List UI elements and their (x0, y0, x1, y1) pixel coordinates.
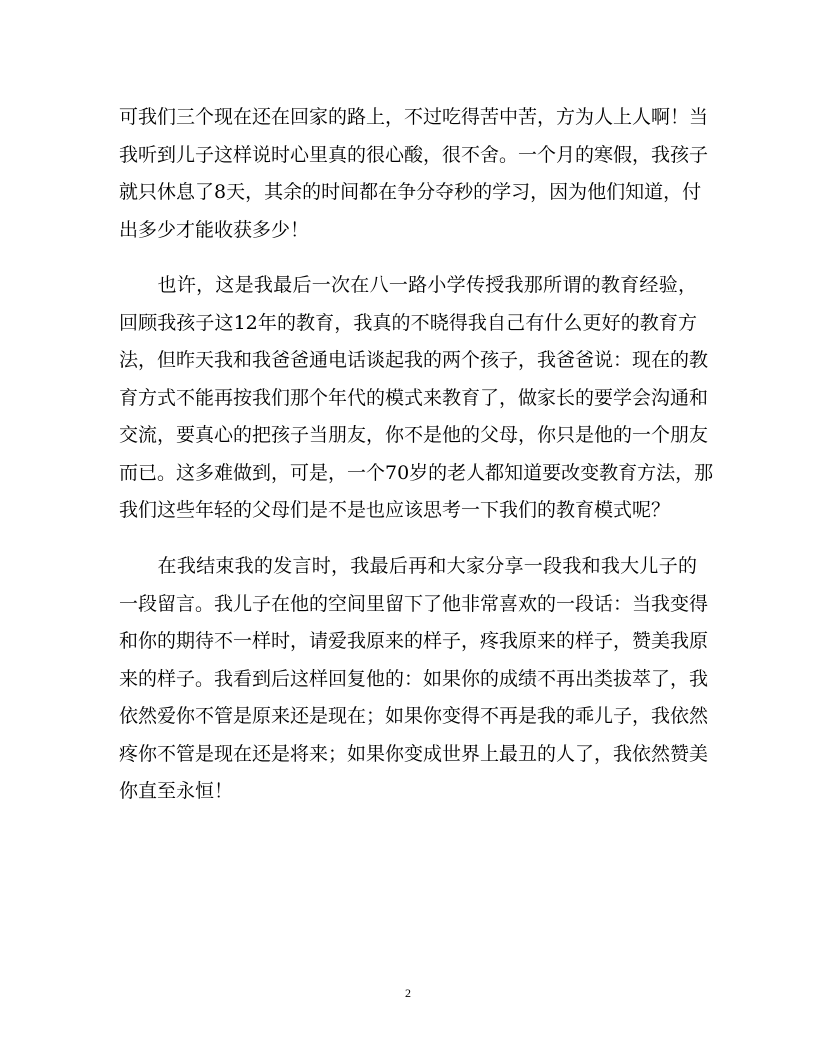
text-line: 在我结束我的发言时，我最后再和大家分享一段我和我大儿子的 (119, 555, 697, 577)
text-line: 和你的期待不一样时，请爱我原来的样子，疼我原来的样子，赞美我原 (119, 630, 709, 652)
paragraph-3 (119, 548, 709, 811)
text-line: 你直至永恒！ (119, 780, 234, 802)
text-line: 育方式不能再按我们那个年代的模式来教育了，做家长的要学会沟通和 (119, 386, 709, 409)
text-line: 出多少才能收获多少！ (119, 218, 310, 241)
text-line: 疼你不管是现在还是将来；如果你变成世界上最丑的人了，我依然赞美 (119, 742, 709, 765)
text-line: 可我们三个现在还在回家的路上，不过吃得苦中苦，方为人上人啊！当 (119, 106, 709, 128)
text-line: 也许，这是我最后一次在八一路小学传授我那所谓的教育经验， (119, 274, 697, 296)
text-line: 就只休息了8天，其余的时间都在争分夺秒的学习，因为他们知道，付 (119, 181, 702, 203)
text-line: 我们这些年轻的父母们是不是也应该思考一下我们的教育模式呢？ (119, 499, 671, 521)
text-line: 而已。这多难做到，可是，一个70岁的老人都知道要改变教育方法，那 (119, 461, 714, 484)
text-line: 交流，要真心的把孩子当朋友，你不是他的父母，你只是他的一个朋友 (119, 424, 709, 446)
paragraph-1 (119, 99, 709, 249)
page-number: 2 (405, 986, 411, 1000)
text-line: 来的样子。我看到后这样回复他的：如果你的成绩不再出类拔萃了，我 (119, 667, 709, 690)
paragraph-2 (119, 267, 714, 530)
text-line: 回顾我孩子这12年的教育，我真的不晓得我自己有什么更好的教育方 (119, 311, 697, 334)
text-line: 法，但昨天我和我爸爸通电话谈起我的两个孩子，我爸爸说：现在的教 (119, 349, 709, 371)
text-line: 一段留言。我儿子在他的空间里留下了他非常喜欢的一段话：当我变得 (119, 592, 709, 615)
text-line: 我听到儿子这样说时心里真的很心酸，很不舍。一个月的寒假，我孩子 (119, 143, 709, 166)
text-line: 依然爱你不管是原来还是现在；如果你变得不再是我的乖儿子，我依然 (119, 705, 709, 727)
